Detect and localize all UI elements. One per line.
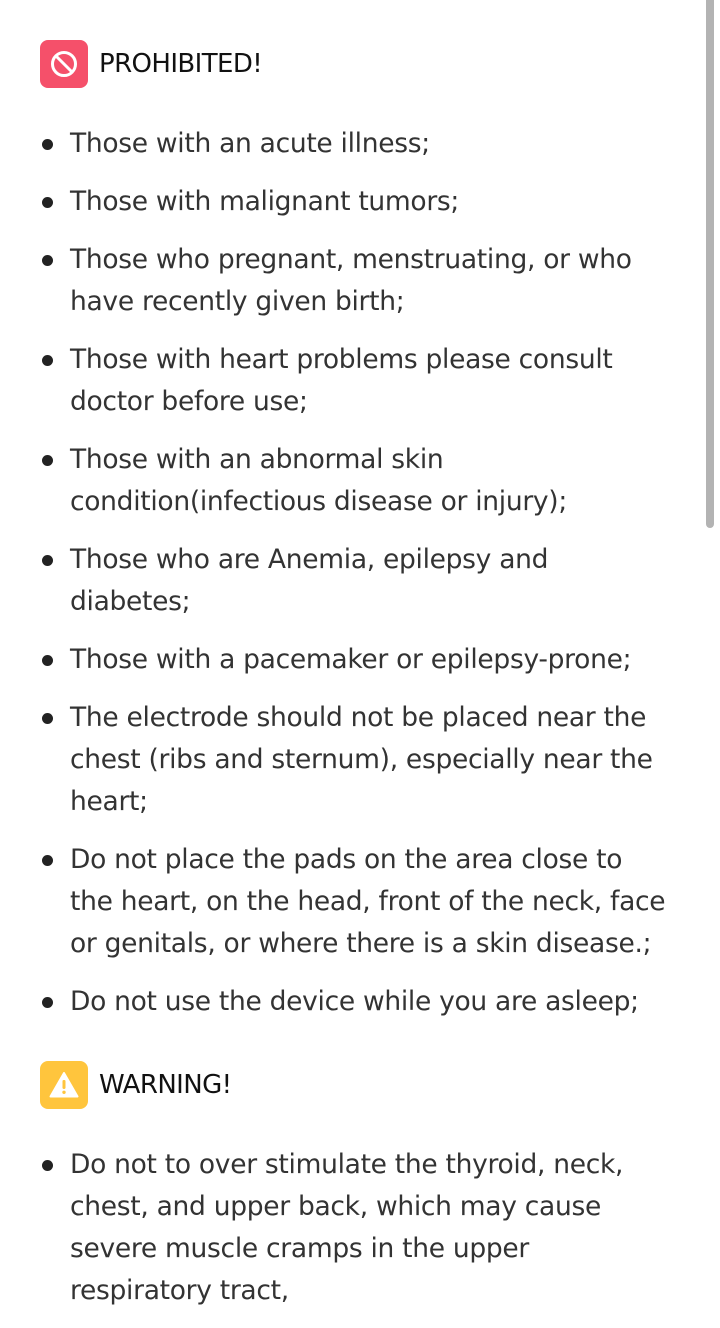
list-item: Do not use the device while you are asleep; [0,981,670,1023]
bullet-icon [42,713,53,724]
list-item: Those who pregnant, menstruating, or who have recently given birth; [0,239,670,323]
list-item: Those with a pacemaker or epilepsy-prone; [0,639,670,681]
bullet-icon [42,997,53,1008]
prohibited-header [40,40,262,88]
bullet-icon [42,655,53,666]
bullet-icon [42,197,53,208]
list-item: Do not to over stimulate the thyroid, neck, chest, and upper back, which may cause severe muscle cramps in the upper respiratory tract, [0,1144,670,1312]
warning-list [0,1144,670,1328]
list-item: Those with malignant tumors; [0,181,670,223]
list-item: Those with an acute illness; [0,123,670,165]
bullet-icon [42,855,53,866]
list-item: Those with heart problems please consult doctor before use; [0,339,670,423]
bullet-icon [42,255,53,266]
list-item: The electrode should not be placed near the chest (ribs and sternum), especially near the heart; [0,697,670,823]
warning-header [40,1061,231,1109]
warning-icon [40,1061,88,1109]
bullet-icon [42,555,53,566]
bullet-icon [42,139,53,150]
bullet-icon [42,1160,53,1171]
bullet-icon [42,455,53,466]
prohibited-title: PROHIBITED! [99,49,263,79]
warning-title: WARNING! [99,1070,232,1100]
list-item: Those with an abnormal skin condition(infectious disease or injury); [0,439,670,523]
list-item: Do not place the pads on the area close to the heart, on the head, front of the neck, face or genitals, or where there is a skin disease.; [0,839,670,965]
prohibited-icon [40,40,88,88]
bullet-icon [42,355,53,366]
scrollbar[interactable] [706,0,714,528]
list-item: Those who are Anemia, epilepsy and diabetes; [0,539,670,623]
prohibited-list [0,123,670,1039]
